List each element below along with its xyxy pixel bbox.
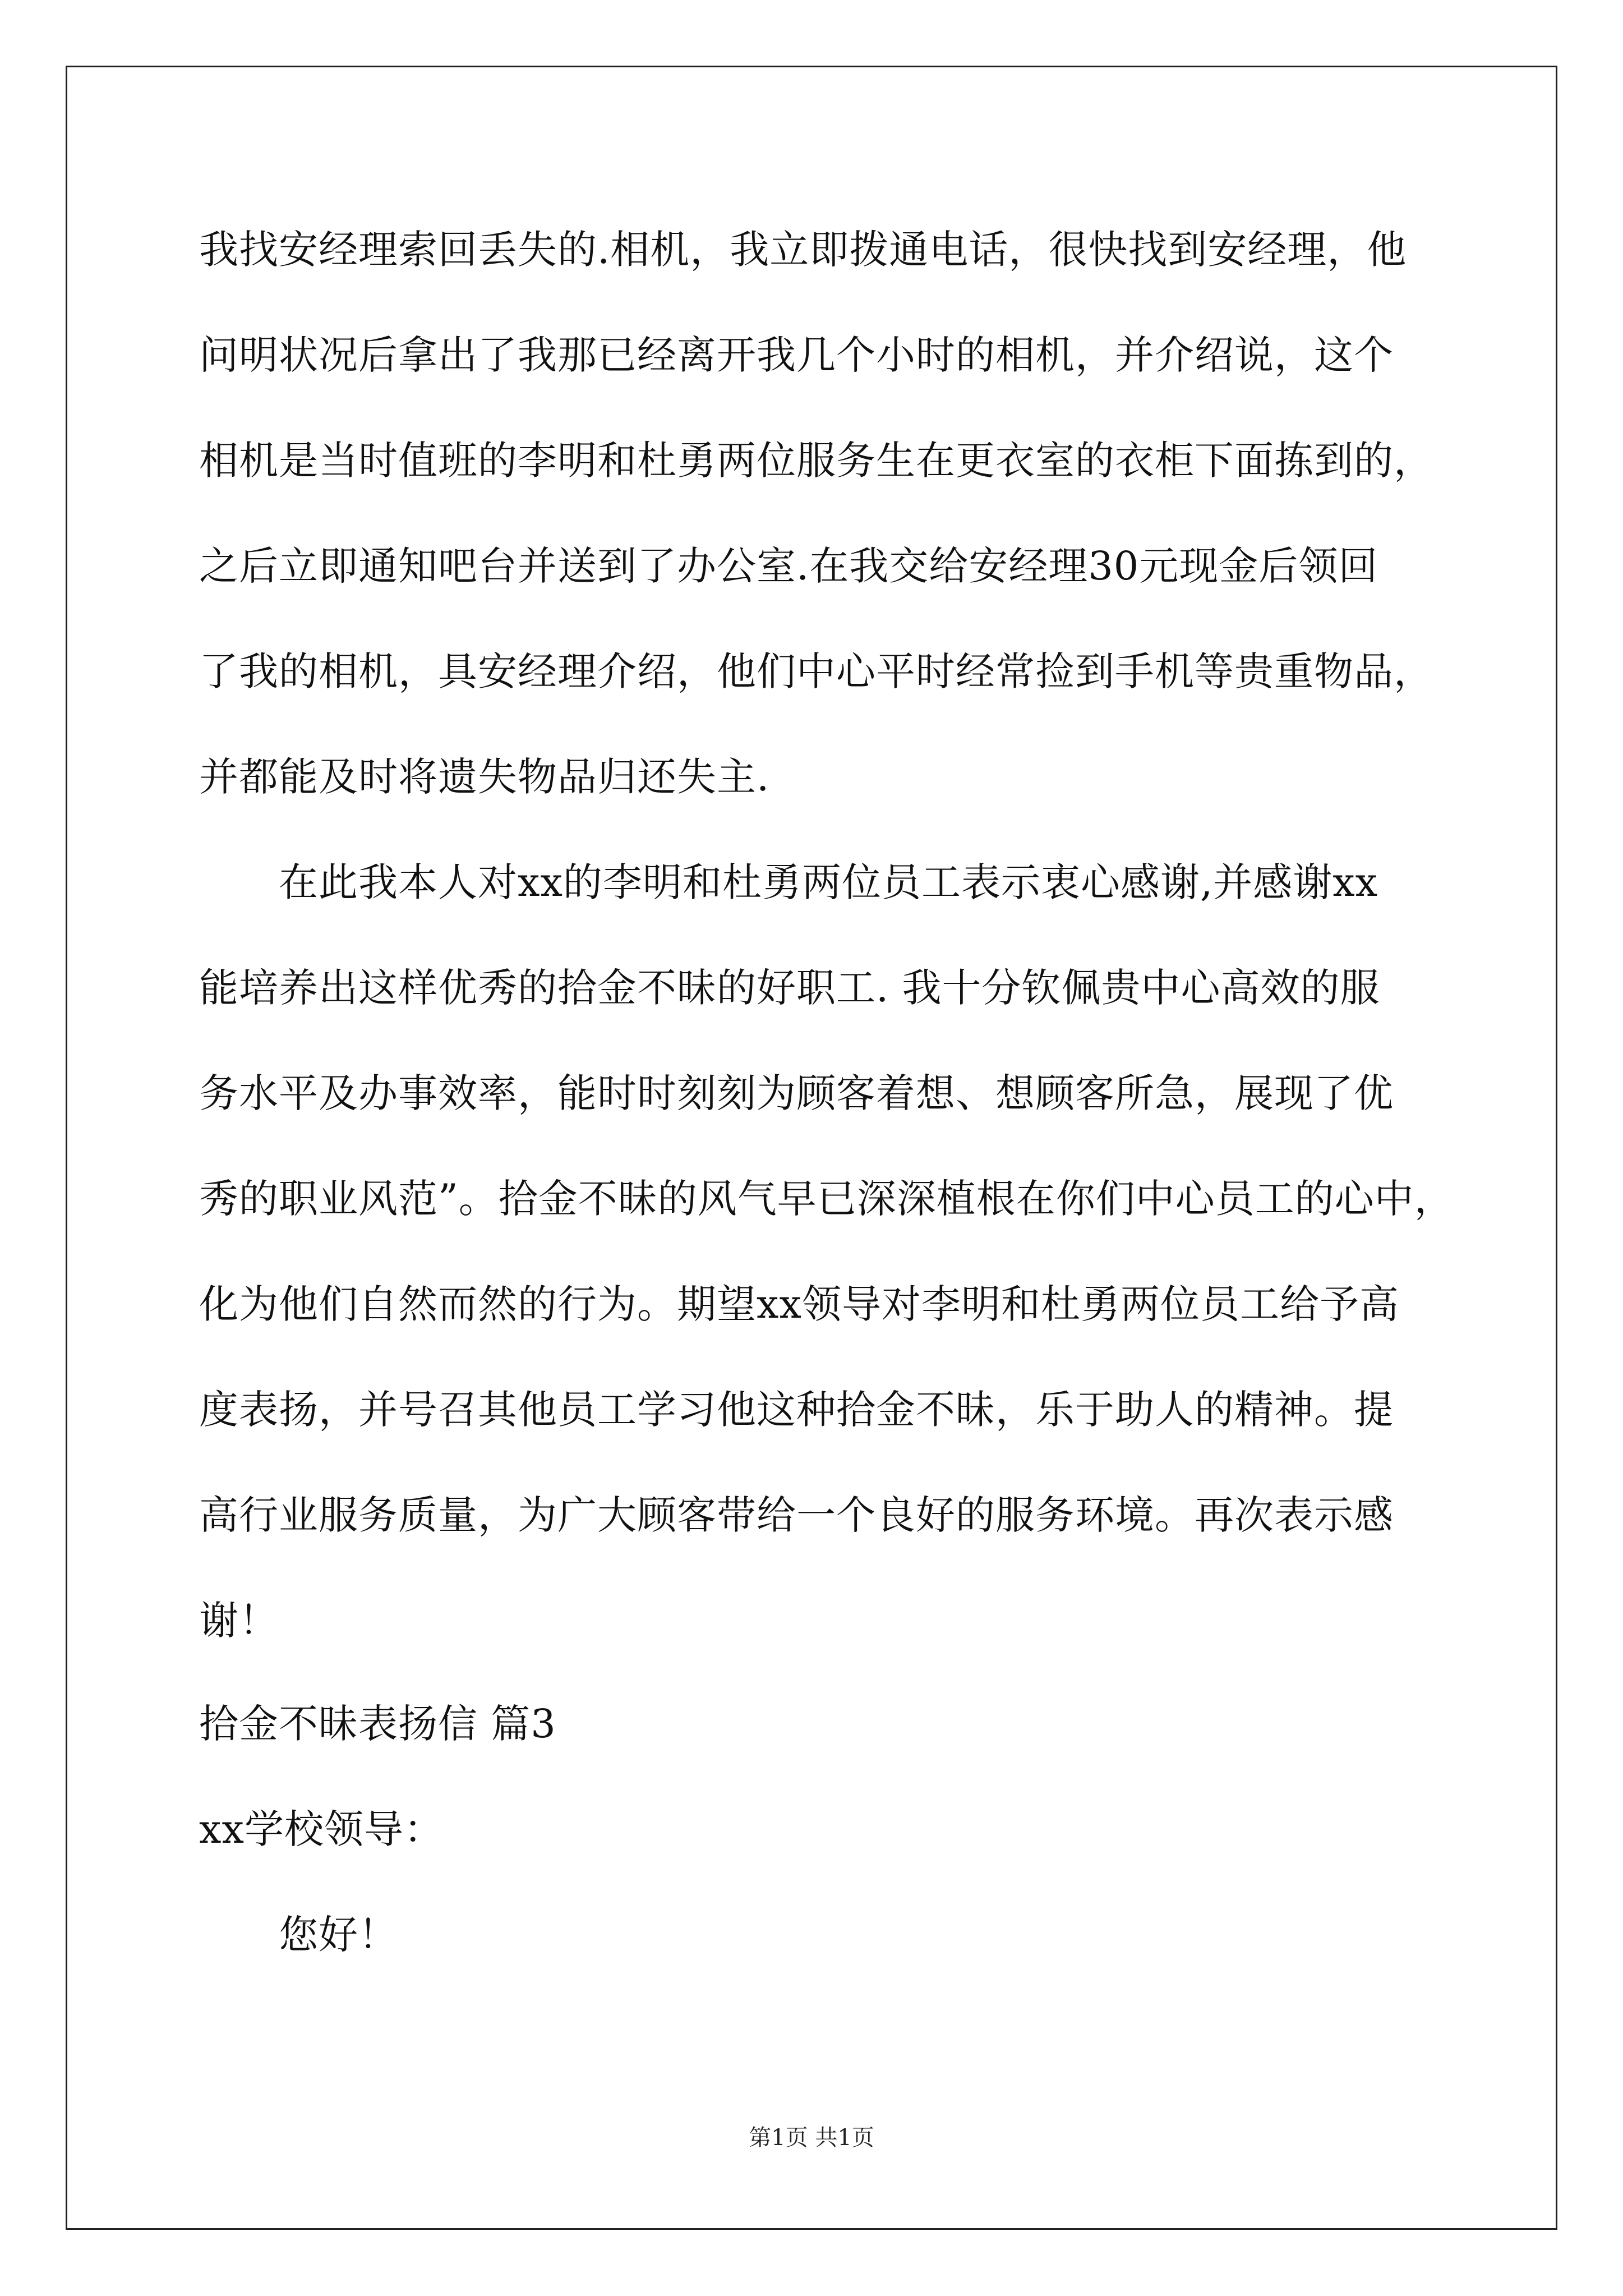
body-text-line: 了我的相机，具安经理介绍，他们中心平时经常捡到手机等贵重物品， [199,648,1433,694]
body-text-line: 谢！ [199,1598,279,1644]
page-border [66,66,1557,2230]
body-text-line: 秀的职业风范”。拾金不昧的风气早已深深植根在你们中心员工的心中， [199,1176,1454,1222]
greeting: 您好！ [279,1912,398,1958]
body-text-line: 能培养出这样优秀的拾金不昧的好职工. 我十分钦佩贵中心高效的服 [199,965,1380,1011]
body-text-line: 问明状况后拿出了我那已经离开我几个小时的相机，并介绍说，这个 [199,332,1394,378]
body-text-line: 并都能及时将遗失物品归还失主. [199,754,770,800]
section-heading: 拾金不昧表扬信 篇3 [199,1701,556,1747]
body-text-line: 高行业服务质量，为广大顾客带给一个良好的服务环境。再次表示感 [199,1492,1394,1538]
paragraph-first-line: 在此我本人对xx的李明和杜勇两位员工表示衷心感谢,并感谢xx [279,859,1378,905]
page-footer: 第1页 共1页 [749,2125,874,2151]
salutation: xx学校领导： [199,1806,444,1852]
body-text-line: 之后立即通知吧台并送到了办公室.在我交给安经理30元现金后领回 [199,543,1378,589]
body-text-line: 我找安经理索回丢失的.相机，我立即拨通电话，很快找到安经理，他 [199,227,1407,273]
body-text-line: 度表扬，并号召其他员工学习他这种拾金不昧，乐于助人的精神。提 [199,1387,1394,1433]
body-text-line: 务水平及办事效率，能时时刻刻为顾客着想、想顾客所急，展现了优 [199,1070,1394,1116]
body-text-line: 相机是当时值班的李明和杜勇两位服务生在更衣室的衣柜下面拣到的， [199,438,1433,484]
body-text-line: 化为他们自然而然的行为。期望xx领导对李明和杜勇两位员工给予高 [199,1281,1399,1327]
